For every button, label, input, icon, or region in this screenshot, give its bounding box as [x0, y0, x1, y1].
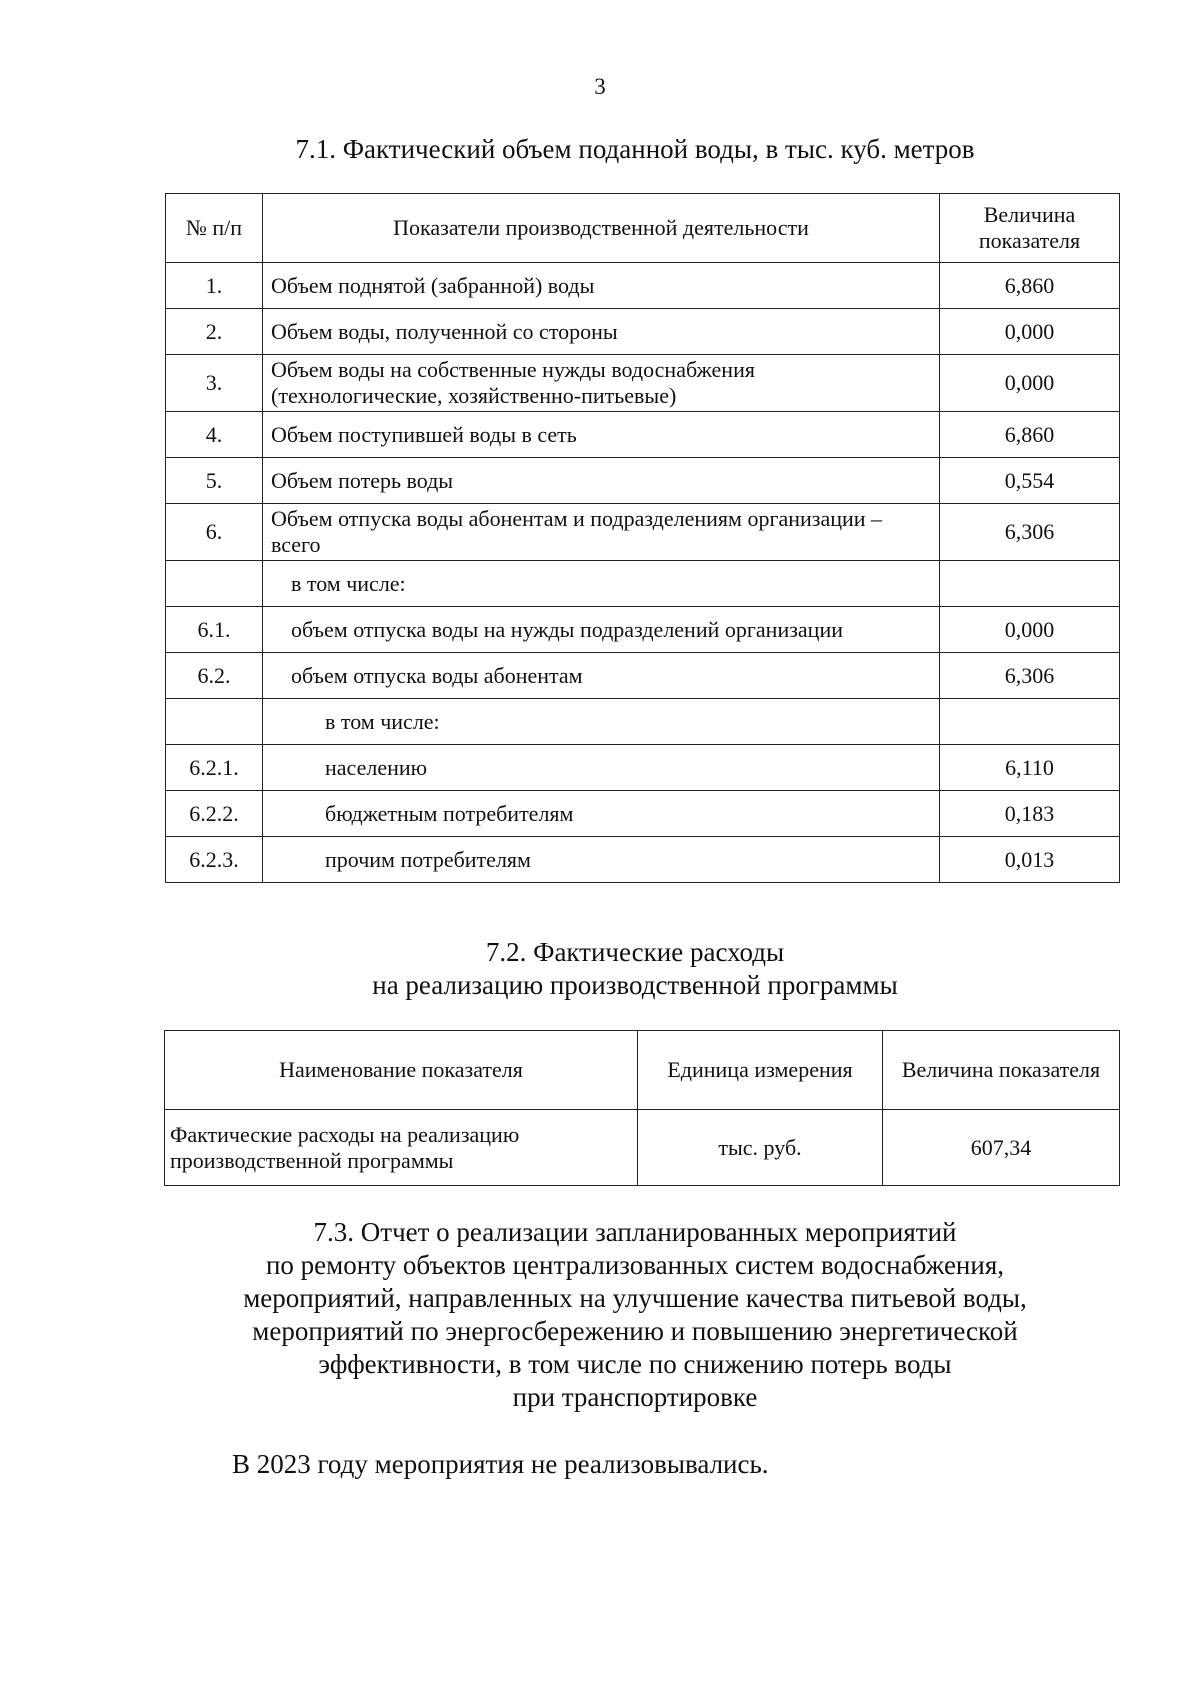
row-value: 6,306: [940, 653, 1120, 699]
row-num: [166, 699, 263, 745]
row-label: объем отпуска воды на нужды подразделений организации: [263, 607, 940, 653]
table-row: [166, 745, 1120, 791]
table-row: [166, 837, 1120, 883]
table-row: [166, 412, 1120, 458]
section-7-3-title-line: мероприятий по энергосбережению и повышению энергетической: [252, 1316, 1018, 1346]
section-7-2-title: [150, 936, 1120, 1002]
water-volume-table: [165, 193, 1120, 883]
header-unit: Единица измерения: [638, 1031, 883, 1110]
row-label: Объем отпуска воды абонентам и подразделениям организации – всего: [263, 504, 940, 561]
section-7-2-title-line: 7.2. Фактические расходы: [485, 937, 785, 967]
row-label: прочим потребителям: [263, 837, 940, 883]
row-num: 6.2.1.: [166, 745, 263, 791]
row-num: 6.: [166, 504, 263, 561]
table-row: [166, 653, 1120, 699]
row-value: 6,110: [940, 745, 1120, 791]
table-row: [166, 263, 1120, 309]
section-7-3-title: [150, 1216, 1120, 1414]
row-value: 6,306: [940, 504, 1120, 561]
row-label: в том числе:: [263, 699, 940, 745]
row-num: 6.2.3.: [166, 837, 263, 883]
table-row: [165, 1110, 1120, 1186]
table-row: [166, 699, 1120, 745]
row-num: 1.: [166, 263, 263, 309]
expenses-table: [164, 1030, 1120, 1186]
section-7-2-title-line: на реализацию производственной программы: [372, 970, 898, 1000]
section-7-3-title-line: при транспортировке: [512, 1382, 758, 1412]
section-7-3-body: В 2023 году мероприятия не реализовывались.: [232, 1449, 769, 1479]
row-value: [940, 561, 1120, 607]
row-label: бюджетным потребителям: [263, 791, 940, 837]
row-value: 0,000: [940, 355, 1120, 412]
section-7-1-title: [150, 133, 1120, 166]
row-label: Объем воды, полученной со стороны: [263, 309, 940, 355]
row-label: в том числе:: [263, 561, 940, 607]
table-header-row: [166, 194, 1120, 263]
table-row: [166, 309, 1120, 355]
row-value: 6,860: [940, 263, 1120, 309]
section-7-1-title-text: 7.1. Фактический объем поданной воды, в тыс. куб. метров: [295, 134, 975, 164]
row-label: населению: [263, 745, 940, 791]
section-7-3-title-line: по ремонту объектов централизованных систем водоснабжения,: [265, 1250, 1005, 1280]
row-value: 607,34: [883, 1110, 1120, 1186]
page-number: 3: [594, 74, 606, 99]
header-indicator: Показатели производственной деятельности: [263, 194, 940, 263]
row-num: 4.: [166, 412, 263, 458]
row-label: Объем воды на собственные нужды водоснабжения (технологические, хозяйственно-питьевые): [263, 355, 940, 412]
row-name: Фактические расходы на реализацию производственной программы: [165, 1110, 638, 1186]
row-label: Объем потерь воды: [263, 458, 940, 504]
section-7-3-title-line: 7.3. Отчет о реализации запланированных мероприятий: [313, 1217, 957, 1247]
row-unit: тыс. руб.: [638, 1110, 883, 1186]
table-row: [166, 561, 1120, 607]
row-value: [940, 699, 1120, 745]
row-label: объем отпуска воды абонентам: [263, 653, 940, 699]
header-name: Наименование показателя: [165, 1031, 638, 1110]
row-value: 0,013: [940, 837, 1120, 883]
row-value: 0,183: [940, 791, 1120, 837]
row-num: [166, 561, 263, 607]
table-row: [166, 607, 1120, 653]
table-row: [166, 458, 1120, 504]
table-row: [166, 504, 1120, 561]
header-num: № п/п: [166, 194, 263, 263]
row-num: 3.: [166, 355, 263, 412]
row-num: 6.2.: [166, 653, 263, 699]
table-row: [166, 791, 1120, 837]
row-value: 6,860: [940, 412, 1120, 458]
row-num: 6.1.: [166, 607, 263, 653]
table-row: [166, 355, 1120, 412]
row-value: 0,000: [940, 309, 1120, 355]
row-num: 2.: [166, 309, 263, 355]
row-label: Объем поступившей воды в сеть: [263, 412, 940, 458]
section-7-3-title-line: эффективности, в том числе по снижению потерь воды: [318, 1349, 952, 1379]
header-value: Величина показателя: [883, 1031, 1120, 1110]
section-7-3-title-line: мероприятий, направленных на улучшение качества питьевой воды,: [243, 1283, 1027, 1313]
row-value: 0,000: [940, 607, 1120, 653]
row-label: Объем поднятой (забранной) воды: [263, 263, 940, 309]
header-value: Величина показателя: [940, 194, 1120, 263]
table-header-row: [165, 1031, 1120, 1110]
row-num: 6.2.2.: [166, 791, 263, 837]
row-value: 0,554: [940, 458, 1120, 504]
row-num: 5.: [166, 458, 263, 504]
